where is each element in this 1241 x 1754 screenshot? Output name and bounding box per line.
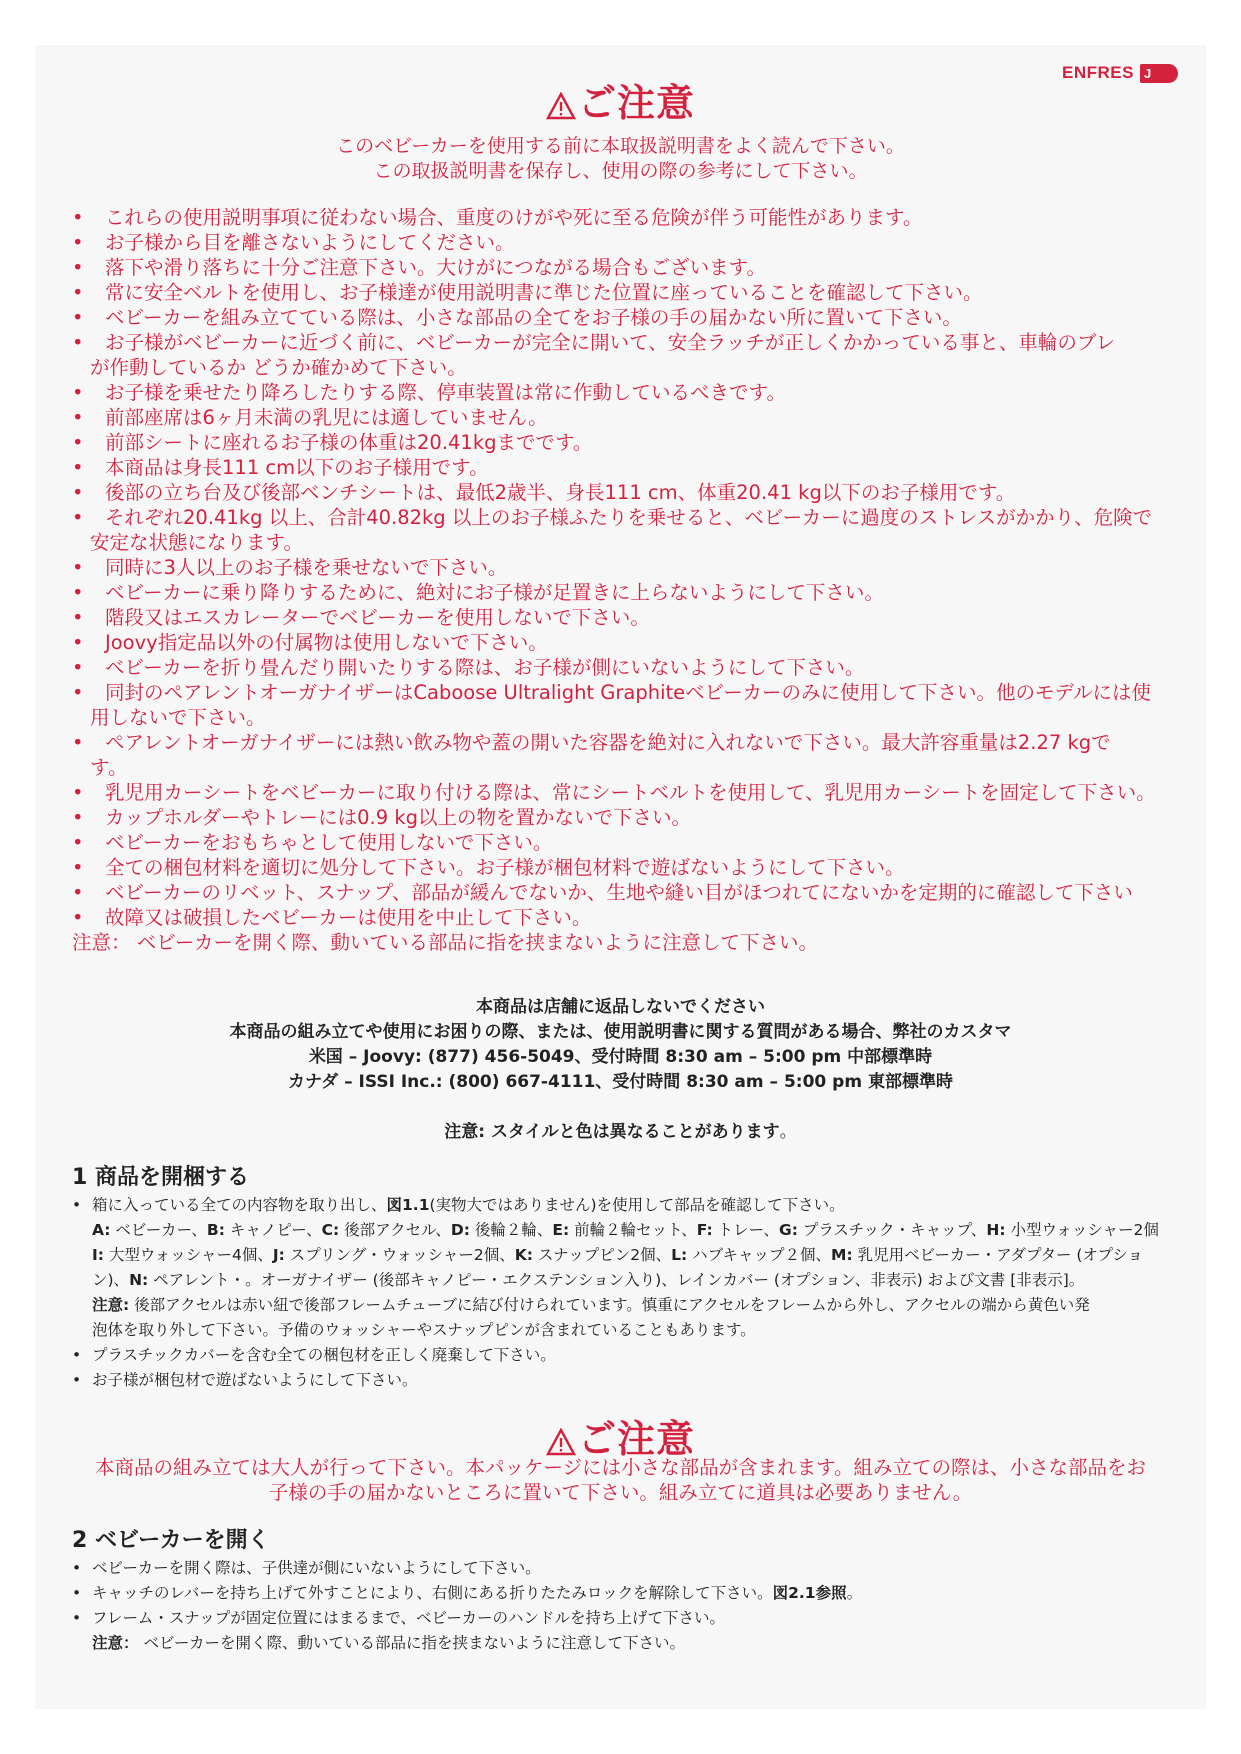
warning-item-cont — [70, 705, 1205, 730]
section-1-list — [72, 1193, 1192, 1393]
bullet-icon: • — [72, 656, 84, 679]
warning-item-text: 乳児用カーシートをベビーカーに取り付ける際は、常にシートベルトを使用して、乳児用カーシートを固定して下さい。 — [105, 781, 1156, 804]
bullet-icon: • — [72, 381, 84, 404]
section-2-heading: 2 ベビーカーを開く — [72, 1528, 270, 1553]
bullet-icon: • — [72, 731, 84, 754]
contact-line-canada: カナダ – ISSI Inc.: (800) 667-4111、受付時間 8:30 am – 5:00 pm 東部標準時 — [288, 1072, 953, 1092]
warning-item-text: 同封のペアレントオーガナイザーはCaboose Ultralight Graphiteベビーカーのみに使用して下さい。他のモデルには使 — [105, 681, 1152, 704]
warning-item — [70, 655, 1205, 680]
warning-item-text: 前部シートに座れるお子様の体重は20.41kgまでです。 — [105, 431, 593, 454]
warning-item-text: ベビーカーに乗り降りするために、絶対にお子様が足置きに上らないようにして下さい。 — [105, 581, 884, 604]
warning-item-cont — [70, 755, 1205, 780]
list-item: • プラスチックカバーを含む全ての梱包材を正しく廃棄して下さい。 — [72, 1346, 556, 1364]
warning-item-text: お子様から目を離さないようにしてください。 — [105, 231, 515, 254]
bullet-icon: • — [72, 481, 84, 504]
bullet-icon: • — [72, 431, 84, 454]
warning-item-text: ペアレントオーガナイザーには熱い飲み物や蓋の開いた容器を絶対に入れないで下さい。最大許容重量は2.27 kgで — [105, 731, 1111, 754]
warning-item-text: Joovy指定品以外の付属物は使用しないで下さい。 — [105, 631, 548, 654]
bullet-icon: • — [72, 331, 84, 354]
warning-item-text: 本商品は身長111 cm以下のお子様用です。 — [105, 456, 489, 479]
warning-item — [70, 230, 1205, 255]
bullet-icon: • — [72, 456, 84, 479]
warning-item — [70, 380, 1205, 405]
open-note: 注意： ベビーカーを開く際、動いている部品に指を挟まないように注意して下さい。 — [92, 1634, 686, 1652]
warning-item-text: 安定な状態になります。 — [90, 531, 303, 554]
assembly-warning-2: 子様の手の届かないところに置いて下さい。組み立てに道具は必要ありません。 — [268, 1481, 973, 1504]
warning-item-cont — [70, 530, 1205, 555]
bullet-icon: • — [72, 781, 84, 804]
bullet-icon: • — [72, 206, 84, 229]
language-tab-active: J — [1140, 64, 1178, 83]
warning-item — [70, 880, 1205, 905]
bullet-icon: • — [72, 256, 84, 279]
warning-item — [70, 830, 1205, 855]
warning-item — [70, 855, 1205, 880]
bullet-icon: • — [72, 831, 84, 854]
warning-item-text: ベビーカーを折り畳んだり開いたりする際は、お子様が側にいないようにして下さい。 — [105, 656, 865, 679]
warning-item — [70, 330, 1205, 355]
list-item: • フレーム・スナップが固定位置にはまるまで、ベビーカーのハンドルを持ち上げて下さい。 — [72, 1609, 726, 1627]
warning-title-text: ご注意 — [577, 81, 695, 125]
warning-item-text: それぞれ20.41kg 以上、合計40.82kg 以上のお子様ふたりを乗せると、ベビーカーに過度のストレスがかかり、危険で — [105, 506, 1153, 529]
list-item: • お子様が梱包材で遊ばないようにして下さい。 — [72, 1371, 418, 1389]
bullet-icon: • — [72, 606, 84, 629]
bullet-icon: • — [72, 856, 84, 879]
list-item: • ベビーカーを開く際は、子供達が側にいないようにして下さい。 — [72, 1559, 541, 1577]
warning-item-text: 故障又は破損したベビーカーは使用を中止して下さい。 — [105, 906, 592, 929]
warning-item-text: ベビーカーをおもちゃとして使用しないで下さい。 — [105, 831, 553, 854]
list-item: • キャッチのレバーを持ち上げて外すことにより、右側にある折りたたみロックを解除して下さい。図2.1参照。 — [72, 1584, 863, 1602]
warning-item — [70, 805, 1205, 830]
warning-item-text: 用しないで下さい。 — [90, 706, 266, 729]
bullet-icon: • — [72, 506, 84, 529]
contact-line-1: 本商品は店舗に返品しないでください — [476, 997, 765, 1017]
contact-line-2: 本商品の組み立てや使用にお困りの際、または、使用説明書に関する質問がある場合、弊社のカスタマ — [229, 1022, 1012, 1042]
warning-item — [70, 405, 1205, 430]
warning-item-text: 後部の立ち台及び後部ベンチシートは、最低2歳半、身長111 cm、体重20.41 kg以下のお子様用です。 — [105, 481, 1016, 504]
warning-item-text: ベビーカーを組み立てている際は、小さな部品の全てをお子様の手の届かない所に置いて下さい。 — [105, 306, 962, 329]
warning-item — [70, 505, 1205, 530]
warning-item — [70, 605, 1205, 630]
warning-item-cont — [70, 355, 1205, 380]
warning-item-text: これらの使用説明事項に従わない場合、重度のけがや死に至る危険が伴う可能性があります。 — [105, 206, 923, 229]
warning-item — [70, 555, 1205, 580]
bullet-icon: • — [72, 581, 84, 604]
warning-item-text: カップホルダーやトレーには0.9 kg以上の物を置かないで下さい。 — [105, 806, 692, 829]
bullet-icon: • — [72, 681, 84, 704]
warning-item-text: 同時に3人以上のお子様を乗せないで下さい。 — [105, 556, 508, 579]
warning-list — [70, 205, 1205, 955]
warning-title — [0, 72, 1241, 129]
warning-item-text: ベビーカーのリベット、スナップ、部品が緩んでないか、生地や縫い目がほつれてにないかを定期的に確認して下さい — [105, 881, 1133, 904]
bullet-icon: • — [72, 231, 84, 254]
warning-item-text: 前部座席は6ヶ月未満の乳児には適していません。 — [105, 406, 548, 429]
warning-item-text: 常に安全ベルトを使用し、お子様達が使用説明書に準じた位置に座っていることを確認して下さい。 — [105, 281, 983, 304]
warning-item-text: お子様がベビーカーに近づく前に、ベビーカーが完全に開いて、安全ラッチが正しくかかっている事と、車輪のブレ — [105, 331, 1116, 354]
bullet-icon: • — [72, 556, 84, 579]
warning-item-text: 全ての梱包材料を適切に処分して下さい。お子様が梱包材料で遊ばないようにして下さい。 — [105, 856, 905, 879]
bullet-icon: • — [72, 406, 84, 429]
warning-item — [70, 630, 1205, 655]
warning-triangle-icon — [546, 85, 576, 129]
assembly-warning-1: 本商品の組み立ては大人が行って下さい。本パッケージには小さな部品が含まれます。組み立ての際は、小さな部品をお — [94, 1456, 1147, 1479]
unpack-note: 注意: 後部アクセルは赤い紐で後部フレームチューブに結び付けられています。慎重にアクセルをフレームから外し、アクセルの端から黄色い発 — [92, 1296, 1090, 1314]
warning-intro-1: このベビーカーを使用する前に本取扱説明書をよく読んで下さい。 — [336, 135, 905, 157]
warning-item — [70, 305, 1205, 330]
warning-item — [70, 280, 1205, 305]
bullet-icon: • — [72, 631, 84, 654]
warning-item-text: 階段又はエスカレーターでベビーカーを使用しないで下さい。 — [105, 606, 650, 629]
bullet-icon: • — [72, 281, 84, 304]
bullet-icon: • — [72, 306, 84, 329]
style-note-bold: 注意: スタイルと色は異なることがあります — [444, 1122, 780, 1142]
warning-item — [70, 455, 1205, 480]
warning-intro-2: この取扱説明書を保存し、使用の際の参考にして下さい。 — [373, 160, 868, 182]
section-2-list — [72, 1556, 1192, 1656]
style-note — [0, 1117, 1241, 1142]
warning-item — [70, 480, 1205, 505]
unpack-note-cont: 泡体を取り外して下さい。予備のウォッシャーやスナップピンが含まれていることもあります。 — [92, 1321, 756, 1339]
warning-item — [70, 905, 1205, 930]
warning-item-text: す。 — [90, 756, 128, 779]
warning-item-text: お子様を乗せたり降ろしたりする際、停車装置は常に作動しているべきです。 — [105, 381, 786, 404]
parts-line-1: A: ベビーカー、B: キャノピー、C: 後部アクセル、D: 後輪２輪、E: 前輪２輪セット、F: トレー、G: プラスチック・キャップ、H: 小型ウォッシャー2個 — [92, 1221, 1159, 1239]
warning-title-text: ご注意 — [577, 1417, 695, 1461]
warning-item — [70, 205, 1205, 230]
warning-item — [70, 730, 1205, 755]
bullet-icon: • — [72, 806, 84, 829]
parts-line-3: ン)、N: ペアレント・。オーガナイザー (後部キャノピー・エクステンション入り)、レインカバー (オプション、非表示) および文書 [非表示]。 — [92, 1271, 1085, 1289]
warning-item-text: 落下や滑り落ちに十分ご注意下さい。大けがにつながる場合もございます。 — [105, 256, 767, 279]
bullet-icon: • — [72, 881, 84, 904]
language-codes: ENFRES — [1062, 63, 1134, 82]
section-1-heading: 1 商品を開梱する — [72, 1165, 249, 1190]
style-note-end: 。 — [779, 1122, 797, 1142]
warning-note: 注意： ベビーカーを開く際、動いている部品に指を挟まないように注意して下さい。 — [72, 931, 819, 954]
warning-item — [70, 580, 1205, 605]
warning-item-text: が作動しているか どうか確かめて下さい。 — [90, 356, 467, 379]
warning-item — [70, 255, 1205, 280]
bullet-icon: • — [72, 906, 84, 929]
list-item: • 箱に入っている全ての内容物を取り出し、図1.1(実物大ではありません)を使用して部品を確認して下さい。 — [72, 1196, 845, 1214]
warning-item — [70, 430, 1205, 455]
parts-line-2: I: 大型ウォッシャー4個、J: スプリング・ウォッシャー2個、K: スナップピン2個、L: ハブキャップ２個、M: 乳児用ベビーカー・アダプター (オプショ — [92, 1246, 1144, 1264]
warning-item — [70, 680, 1205, 705]
contact-line-us: 米国 – Joovy: (877) 456-5049、受付時間 8:30 am – 5:00 pm 中部標準時 — [308, 1047, 933, 1067]
warning-item — [70, 780, 1205, 805]
